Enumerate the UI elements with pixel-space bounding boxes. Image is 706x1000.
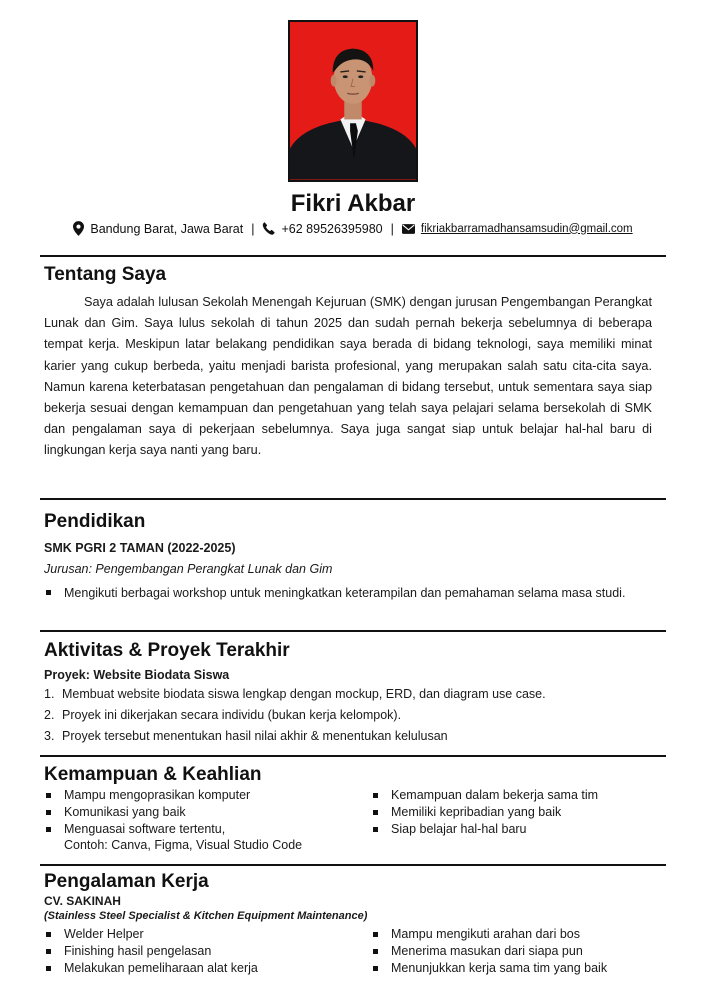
list-item: Komunikasi yang baik — [44, 804, 344, 821]
skills-right-list — [371, 787, 661, 838]
list-item: Kemampuan dalam bekerja sama tim — [371, 787, 661, 804]
about-paragraph: Saya adalah lulusan Sekolah Menengah Kejuruan (SMK) dengan jurusan Pengembangan Perangkat Lunak dan Gim. Saya lulus sekolah di tahun 2025 dan sudah pernah bekerja sebelumnya di beberapa tempat kerja. Meskipun latar belakang pendidikan saya berada di bidang teknologi, saya memiliki minat karier yang cukup berbeda, yaitu menjadi barista profesional, yang merupakan salah satu cita-cita saya. Namun karena keterbatasan pengetahuan dan pengalaman di bidang tersebut, untuk sementara saya siap bekerja sesuai dengan kemampuan dan pengetahuan yang telah saya pelajari selama bersekolah di SMK dan pengalaman saya di pekerjaan sebelumnya. Saya juga sangat siap untuk belajar hal-hal baru di lingkungan kerja saya nanti yang baru. — [44, 295, 652, 458]
skills-example-line: Contoh: Canva, Figma, Visual Studio Code — [64, 838, 303, 852]
list-item: Memiliki kepribadian yang baik — [371, 804, 661, 821]
contact-line — [0, 221, 706, 236]
skills-left-list — [44, 787, 344, 838]
location-text: Bandung Barat, Jawa Barat — [90, 221, 244, 236]
section-title-projects: Aktivitas & Proyek Terakhir — [44, 640, 290, 661]
project-name: Proyek: Website Biodata Siswa — [44, 668, 230, 682]
section-title-experience: Pengalaman Kerja — [44, 871, 209, 892]
location-pin-icon — [73, 221, 84, 236]
list-item: 3. Proyek tersebut menentukan hasil nilai akhir & menentukan kelulusan — [44, 729, 448, 743]
list-item: Finishing hasil pengelasan — [44, 943, 344, 960]
project-items — [44, 687, 546, 750]
education-bullets — [44, 584, 644, 603]
list-item: Menerima masukan dari siapa pun — [371, 943, 671, 960]
list-item: Menunjukkan kerja sama tim yang baik — [371, 960, 671, 977]
full-name: Fikri Akbar — [290, 190, 416, 217]
profile-photo — [288, 20, 418, 182]
divider — [40, 498, 666, 500]
divider — [40, 630, 666, 632]
separator: | — [251, 221, 255, 236]
phone-icon — [262, 222, 275, 235]
list-item: Menguasai software tertentu, — [44, 821, 344, 838]
separator: | — [390, 221, 394, 236]
company-subtitle: (Stainless Steel Specialist & Kitchen Equipment Maintenance) — [44, 910, 368, 922]
list-item: Mengikuti berbagai workshop untuk meningkatkan keterampilan dan pemahaman selama masa studi. — [44, 584, 644, 603]
school-name: SMK PGRI 2 TAMAN (2022-2025) — [44, 541, 236, 555]
divider — [40, 864, 666, 866]
company-name: CV. SAKINAH — [44, 894, 121, 908]
list-item: Mampu mengikuti arahan dari bos — [371, 926, 671, 943]
experience-right-list — [371, 926, 671, 977]
phone-text: +62 89526395980 — [281, 221, 383, 236]
section-title-skills: Kemampuan & Keahlian — [44, 764, 262, 785]
mail-icon — [402, 224, 415, 234]
email-link[interactable]: fikriakbarramadhansamsudin@gmail.com — [420, 222, 633, 235]
list-item: Siap belajar hal-hal baru — [371, 821, 661, 838]
section-title-about: Tentang Saya — [44, 264, 167, 285]
school-major: Jurusan: Pengembangan Perangkat Lunak dan Gim — [44, 562, 333, 576]
section-title-education: Pendidikan — [44, 511, 146, 532]
list-item: Mampu mengoprasikan komputer — [44, 787, 344, 804]
list-item: Melakukan pemeliharaan alat kerja — [44, 960, 344, 977]
list-item: Welder Helper — [44, 926, 344, 943]
divider — [40, 755, 666, 757]
divider — [40, 255, 666, 257]
list-item: 1. Membuat website biodata siswa lengkap dengan mockup, ERD, dan diagram use case. — [44, 687, 546, 701]
list-item: 2. Proyek ini dikerjakan secara individu (bukan kerja kelompok). — [44, 708, 402, 722]
experience-left-list — [44, 926, 344, 977]
